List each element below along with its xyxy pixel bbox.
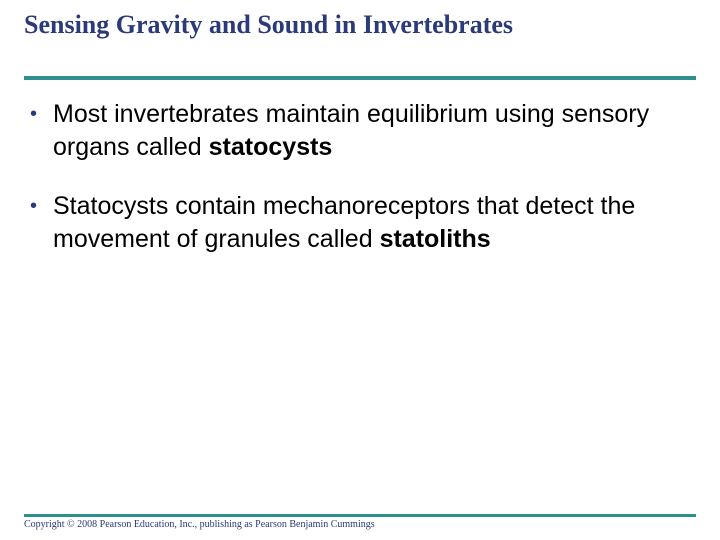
bullet-item xyxy=(30,190,690,256)
footer-divider xyxy=(24,514,696,517)
bullet-list xyxy=(30,98,690,282)
bullet-icon: • xyxy=(30,103,38,125)
bullet-text xyxy=(53,100,649,161)
bullet-term: statocysts xyxy=(208,133,333,161)
bullet-icon: • xyxy=(30,195,38,217)
bullet-term: statoliths xyxy=(379,225,491,253)
copyright-notice: Copyright © 2008 Pearson Education, Inc., publishing as Pearson Benjamin Cummings xyxy=(24,519,375,530)
bullet-text xyxy=(53,192,635,253)
slide-title: Sensing Gravity and Sound in Invertebrates xyxy=(24,10,514,39)
bullet-text-plain: Most invertebrates maintain equilibrium using sensory organs called xyxy=(53,100,650,161)
bullet-text-plain: Statocysts contain mechanoreceptors that detect the movement of granules called xyxy=(53,192,636,253)
bullet-item xyxy=(30,98,690,164)
title-divider xyxy=(24,76,696,80)
